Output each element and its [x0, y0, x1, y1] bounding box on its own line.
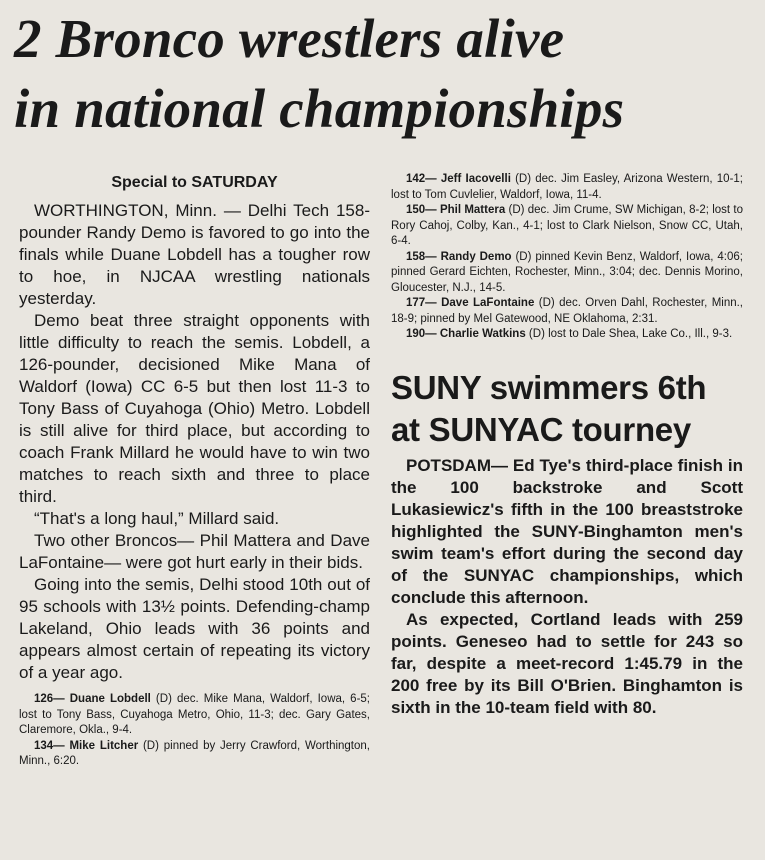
result-entry [19, 739, 370, 770]
headline-line-2: in national championships [14, 78, 625, 139]
result-entry [391, 250, 743, 297]
result-text: (D) dec. Jim Easley, Arizona Western, 10-1; lost to Tom Cuvlelier, Waldorf, Iowa, 11-4. [391, 173, 744, 201]
headline [14, 4, 754, 144]
wrestler-name: 142— Jeff Iacovelli [406, 173, 511, 185]
wrestler-name: 177— Dave LaFontaine [406, 297, 535, 309]
result-text: (D) pinned Kevin Benz, Waldorf, Iowa, 4:06; pinned Gerard Eichten, Rochester, Minn., 3:04; dec. Dennis Morino, Gloucester, N.J., 14-5. [391, 250, 743, 294]
result-text: (D) dec. Jim Crume, SW Michigan, 8-2; lost to Rory Cahoj, Colby, Kan., 4-1; lost to Clark Nielson, Snow CC, Utah, 6-4. [391, 204, 743, 247]
result-text: (D) dec. Orven Dahl, Rochester, Minn., 18-9; pinned by Mel Gatewood, NE Oklahoma, 2:31. [391, 297, 744, 325]
wrestler-name: 134— Mike Litcher [34, 739, 139, 752]
result-entry [391, 327, 743, 343]
result-text: (D) dec. Mike Mana, Waldorf, Iowa, 6-5; lost to Tony Bass, Cuyahoga Metro, Ohio, 11-3; dec. Gary Gates, Claremore, Okla., 9-4. [19, 693, 370, 736]
article-paragraph: Going into the semis, Delhi stood 10th out of 95 schools with 13½ points. Defending-champ Lakeland, Ohio leads with 36 points and appears almost certain of repeating its victory of a year ago. [19, 575, 370, 682]
article-paragraph: Two other Broncos— Phil Mattera and Dave LaFontaine— were got hurt early in their bids. [19, 531, 370, 572]
result-entry [19, 692, 370, 739]
left-column [19, 170, 370, 770]
article-paragraph: “That's a long haul,” Millard said. [34, 509, 280, 528]
wrestler-name: 126— Duane Lobdell [34, 693, 151, 705]
sub-headline [391, 367, 743, 451]
sub-headline-line-2: at SUNYAC tourney [391, 410, 691, 448]
wrestler-name: 190— Charlie Watkins [406, 328, 526, 340]
article-paragraph: As expected, Cortland leads with 259 points. Geneseo had to settle for 243 so far, despite a meet-record 1:45.79 in the 200 free by its Bill O'Brien. Binghamton is sixth in the 10-team field with 80. [391, 609, 743, 717]
article-paragraph: WORTHINGTON, Minn. — Delhi Tech 158-pounder Randy Demo is favored to go into the finals while Duane Lobdell has a tougher row to hoe, in NJCAA wrestling nationals yesterday. [19, 201, 370, 308]
article-paragraph: Demo beat three straight opponents with little difficulty to reach the semis. Lobdell, a 126-pounder, decisioned Mike Mana of Waldorf (Iowa) CC 6-5 but then lost 11-3 to Tony Bass of Cuyahoga (Ohio) Metro. Lobdell is still alive for third place, but according to coach Frank Millard he would have to win two matches to reach sixth and three to place third. [19, 311, 370, 506]
wrestler-name: 150— Phil Mattera [406, 204, 506, 216]
byline: Special to SATURDAY [111, 174, 278, 191]
results-list [391, 172, 743, 343]
result-text: (D) lost to Dale Shea, Lake Co., Ill., 9-3. [525, 328, 733, 340]
result-entry [391, 203, 743, 250]
article-paragraph: POTSDAM— Ed Tye's third-place finish in the 100 backstroke and Scott Lukasiewicz's fifth in the 100 breaststroke highlighted the SUNY-Binghamton men's swim team's effort during the second day of the SUNYAC championships, which conclude this afternoon. [391, 455, 743, 607]
headline-line-1: 2 Bronco wrestlers alive [14, 8, 565, 69]
result-entry [391, 172, 743, 203]
results-list [19, 692, 370, 770]
result-entry [391, 296, 743, 327]
right-column [391, 172, 743, 719]
result-text: (D) pinned by Jerry Crawford, Worthington, Minn., 6:20. [19, 739, 370, 767]
sub-headline-line-1: SUNY swimmers 6th [391, 368, 707, 406]
wrestler-name: 158— Randy Demo [406, 250, 512, 263]
